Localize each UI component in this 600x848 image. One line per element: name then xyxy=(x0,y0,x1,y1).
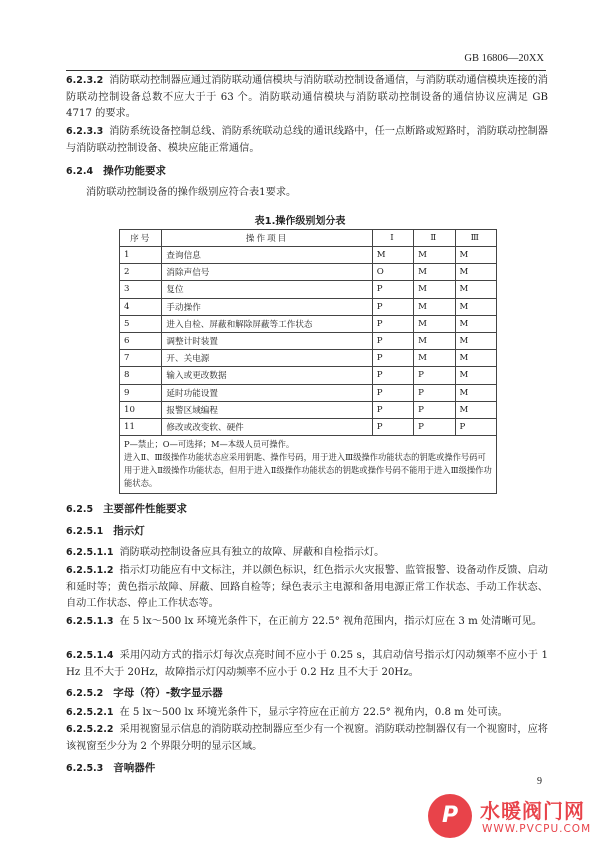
cell-level-3: M xyxy=(455,367,496,384)
cell-level-1: P xyxy=(372,418,413,435)
cell-item: 查询信息 xyxy=(162,247,372,264)
header-level-1: Ⅰ xyxy=(372,230,413,247)
table-caption: 表1.操作级别划分表 xyxy=(254,216,346,227)
cell-level-3: P xyxy=(455,418,496,435)
cell-level-1: P xyxy=(372,298,413,315)
table-row xyxy=(120,418,497,435)
clause-text: 消防联动控制器应通过消防联动通信模块与消防联动控制设备通信，与消防联动通信模块连接的消防联动控制设备总数不应大于于 63 个。消防联动通信模块与消防联动控制设备的通信协议应满足 GB 4717 的要求。 xyxy=(66,75,548,120)
site-watermark xyxy=(428,792,598,842)
cell-level-3: M xyxy=(455,298,496,315)
clause-text: 消防系统设备控制总线、消防系统联动总线的通讯线路中，任一点断路或短路时，消防联动控制器与消防联动控制设备、模块应能正常通信。 xyxy=(66,126,548,154)
heading-6-2-5-1 xyxy=(66,523,145,538)
table-row xyxy=(120,384,497,401)
cell-level-1: P xyxy=(372,367,413,384)
clause-text: 采用闪动方式的指示灯每次点亮时间不应小于 0.25 s，其启动信号指示灯闪动频率不应小于 1 Hz 且不大于 20Hz，故障指示灯闪动频率不应小于 0.2 Hz 且不大于 20Hz。 xyxy=(66,650,548,678)
heading-number: 6.2.4 xyxy=(66,166,94,177)
table-note-row xyxy=(120,436,497,494)
watermark-logo-icon: P xyxy=(428,794,472,838)
page-number: 9 xyxy=(537,776,542,787)
cell-level-1: P xyxy=(372,401,413,418)
clause-text: 在 5 lx～500 lx 环境光条件下，在正前方 22.5° 视角范围内，指示灯应在 3 m 处清晰可见。 xyxy=(119,616,543,627)
table-reference-text: 消防联动控制设备的操作级别应符合表1要求。 xyxy=(86,187,297,198)
cell-level-2: P xyxy=(414,418,455,435)
table-row xyxy=(120,401,497,418)
heading-title: 主要部件性能要求 xyxy=(103,503,188,515)
heading-title: 字母（符）-数字显示器 xyxy=(113,687,223,699)
header-level-3: Ⅲ xyxy=(455,230,496,247)
standard-code: GB 16806—20XX xyxy=(464,53,544,64)
clause-number: 6.2.3.3 xyxy=(66,126,104,137)
table-row xyxy=(120,298,497,315)
table-row xyxy=(120,247,497,264)
clause-number: 6.2.5.2.2 xyxy=(66,724,114,735)
cell-level-3: M xyxy=(455,247,496,264)
cell-level-2: M xyxy=(414,332,455,349)
cell-item: 调整计时装置 xyxy=(162,332,372,349)
clause-number: 6.2.5.1.3 xyxy=(66,616,114,627)
clause-number: 6.2.5.2.1 xyxy=(66,707,114,718)
cell-item: 修改或改变软、硬件 xyxy=(162,418,372,435)
cell-level-1: P xyxy=(372,332,413,349)
heading-title: 指示灯 xyxy=(113,525,145,537)
cell-level-2: M xyxy=(414,247,455,264)
cell-item: 进入自检、屏蔽和解除屏蔽等工作状态 xyxy=(162,315,372,332)
cell-level-3: M xyxy=(455,315,496,332)
cell-level-1: P xyxy=(372,315,413,332)
clause-6-2-5-1-2 xyxy=(66,563,548,613)
cell-no: 8 xyxy=(120,367,162,384)
note-access: 进入Ⅱ、Ⅲ级操作功能状态应采用钥匙、操作号码，用于进入Ⅲ级操作功能状态的钥匙或操作号码可用于进入Ⅱ级操作功能状态，但用于进入Ⅱ级操作功能状态的钥匙或操作号码不能用于进入Ⅲ级操作功能状态。 xyxy=(124,452,492,489)
cell-item: 输入或更改数据 xyxy=(162,367,372,384)
header-item: 操作项目 xyxy=(162,230,372,247)
cell-no: 7 xyxy=(120,350,162,367)
cell-level-1: M xyxy=(372,247,413,264)
table-row xyxy=(120,315,497,332)
clause-text: 采用视窗显示信息的消防联动控制器应至少有一个视窗。消防联动控制器仅有一个视窗时，应将该视窗至少分为 2 个界限分明的显示区域。 xyxy=(66,724,548,752)
cell-level-2: P xyxy=(414,384,455,401)
clause-text: 指示灯功能应有中文标注，并以颜色标识，红色指示火灾报警、监管报警、设备动作反馈、启动和延时等；黄色指示故障、屏蔽、回路自检等；绿色表示主电源和备用电源正常工作状态、手动工作状态、自动工作状态、停止工作状态等。 xyxy=(66,565,548,610)
cell-level-3: M xyxy=(455,264,496,281)
table-row xyxy=(120,281,497,298)
cell-level-2: M xyxy=(414,281,455,298)
heading-6-2-4 xyxy=(66,163,166,178)
clause-6-2-5-1-1 xyxy=(66,545,548,562)
clause-number: 6.2.5.1.4 xyxy=(66,650,114,661)
watermark-site-name: 水暖阀门网 xyxy=(480,799,585,823)
clause-6-2-5-2-1 xyxy=(66,705,548,722)
cell-level-1: O xyxy=(372,264,413,281)
cell-item: 延时功能设置 xyxy=(162,384,372,401)
clause-text: 在 5 lx～500 lx 环境光条件下，显示字符应在正前方 22.5° 视角内，0.8 m 处可读。 xyxy=(119,707,508,718)
cell-level-2: M xyxy=(414,298,455,315)
heading-number: 6.2.5.1 xyxy=(66,526,104,537)
cell-item: 开、关电源 xyxy=(162,350,372,367)
table-note xyxy=(120,436,497,494)
cell-item: 复位 xyxy=(162,281,372,298)
heading-6-2-5-3 xyxy=(66,760,155,775)
cell-level-1: P xyxy=(372,281,413,298)
cell-item: 消除声信号 xyxy=(162,264,372,281)
cell-level-3: M xyxy=(455,401,496,418)
cell-no: 4 xyxy=(120,298,162,315)
cell-level-3: M xyxy=(455,281,496,298)
clause-number: 6.2.5.1.1 xyxy=(66,547,114,558)
heading-6-2-5-2 xyxy=(66,685,223,700)
header-rule xyxy=(66,70,546,71)
clause-text: 消防联动控制设备应具有独立的故障、屏蔽和自检指示灯。 xyxy=(119,547,385,558)
cell-no: 2 xyxy=(120,264,162,281)
watermark-url: WWW.PVCPU.COM xyxy=(482,823,592,835)
header-level-2: Ⅱ xyxy=(414,230,455,247)
clause-number: 6.2.5.1.2 xyxy=(66,565,114,576)
clause-6-2-3-2 xyxy=(66,73,548,123)
heading-6-2-5 xyxy=(66,501,187,516)
cell-level-2: P xyxy=(414,401,455,418)
heading-number: 6.2.5 xyxy=(66,504,94,515)
cell-level-2: P xyxy=(414,367,455,384)
cell-level-2: M xyxy=(414,315,455,332)
operation-level-table xyxy=(119,229,497,494)
cell-no: 5 xyxy=(120,315,162,332)
table-header-row xyxy=(120,230,497,247)
cell-no: 6 xyxy=(120,332,162,349)
cell-level-2: M xyxy=(414,264,455,281)
header-no: 序号 xyxy=(120,230,162,247)
cell-level-3: M xyxy=(455,350,496,367)
clause-6-2-3-3 xyxy=(66,124,548,157)
table-row xyxy=(120,367,497,384)
cell-no: 3 xyxy=(120,281,162,298)
table-row xyxy=(120,332,497,349)
heading-number: 6.2.5.3 xyxy=(66,763,104,774)
clause-number: 6.2.3.2 xyxy=(66,75,104,86)
cell-level-3: M xyxy=(455,384,496,401)
heading-title: 音响器件 xyxy=(113,762,156,774)
cell-level-1: P xyxy=(372,350,413,367)
cell-level-2: M xyxy=(414,350,455,367)
cell-no: 11 xyxy=(120,418,162,435)
cell-no: 9 xyxy=(120,384,162,401)
table-row xyxy=(120,264,497,281)
cell-item: 报警区域编程 xyxy=(162,401,372,418)
clause-6-2-5-1-4 xyxy=(66,648,548,681)
heading-title: 操作功能要求 xyxy=(103,165,167,177)
heading-number: 6.2.5.2 xyxy=(66,688,104,699)
cell-level-1: P xyxy=(372,384,413,401)
clause-6-2-5-1-3 xyxy=(66,614,548,631)
cell-no: 10 xyxy=(120,401,162,418)
clause-6-2-5-2-2 xyxy=(66,722,548,755)
table-row xyxy=(120,350,497,367)
cell-level-3: M xyxy=(455,332,496,349)
cell-no: 1 xyxy=(120,247,162,264)
note-legend: P—禁止；O—可选择；M—本级人员可操作。 xyxy=(124,439,295,450)
cell-item: 手动操作 xyxy=(162,298,372,315)
